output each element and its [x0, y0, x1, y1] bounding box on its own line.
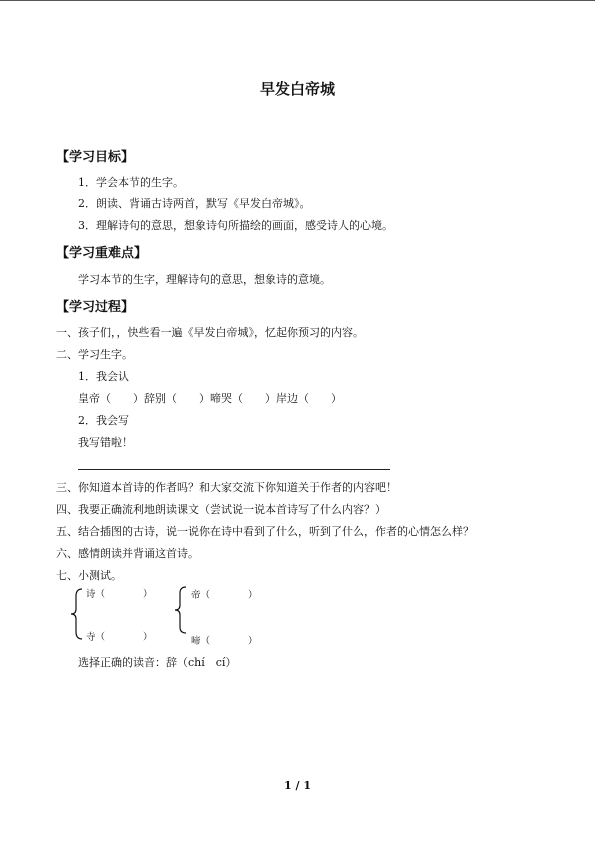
process-heading: 【学习过程】 [56, 300, 135, 315]
key-points-heading: 【学习重难点】 [56, 246, 148, 261]
page-title: 早发白帝城 [259, 80, 335, 98]
step-7: 七、小测试。 [56, 569, 122, 582]
quiz-left-bottom: 寺（ ） [86, 632, 153, 643]
step-2: 二、学习生字。 [56, 348, 133, 361]
step-5: 五、结合插图的古诗，说一说你在诗中看到了什么，听到了什么，作者的心情怎么样？ [56, 525, 474, 538]
page-number: 1 / 1 [284, 779, 311, 792]
step-3: 三、你知道本首诗的作者吗？和大家交流下你知道关于作者的内容吧！ [56, 481, 397, 494]
right-brace-icon [174, 586, 188, 634]
write-label: 2．我会写 [78, 414, 129, 427]
choose-pronunciation: 选择正确的读音：辞（chí cí） [78, 656, 237, 669]
step-1: 一、孩子们，，快些看一遍《早发白帝城》，忆起你预习的内容。 [56, 326, 364, 339]
step-4: 四、我要正确流利地朗读课文（尝试说一说本首诗写了什么内容？） [56, 503, 386, 516]
key-points-text: 学习本节的生字，理解诗句的意思，想象诗的意境。 [78, 273, 331, 286]
top-border-line [0, 0, 595, 1]
quiz-left-top: 诗（ ） [86, 589, 153, 600]
objectives-heading: 【学习目标】 [56, 150, 135, 165]
recognize-words: 皇帝（ ）辞别（ ）啼哭（ ）岸边（ ） [78, 392, 342, 405]
left-brace-icon [70, 588, 84, 640]
quiz-right-top: 帝（ ） [191, 590, 258, 601]
quiz-right-bottom: 啼（ ） [191, 636, 258, 647]
writing-line[interactable] [78, 469, 390, 470]
write-hint: 我写错啦！ [78, 436, 133, 449]
step-6: 六、感情朗读并背诵这首诗。 [56, 547, 199, 560]
objective-item-2: 2．朗读、背诵古诗两首，默写《早发白帝城》。 [78, 197, 311, 210]
objective-item-1: 1．学会本节的生字。 [78, 176, 184, 189]
recognize-label: 1．我会认 [78, 370, 129, 383]
objective-item-3: 3．理解诗句的意思，想象诗句所描绘的画面，感受诗人的心境。 [78, 219, 393, 232]
